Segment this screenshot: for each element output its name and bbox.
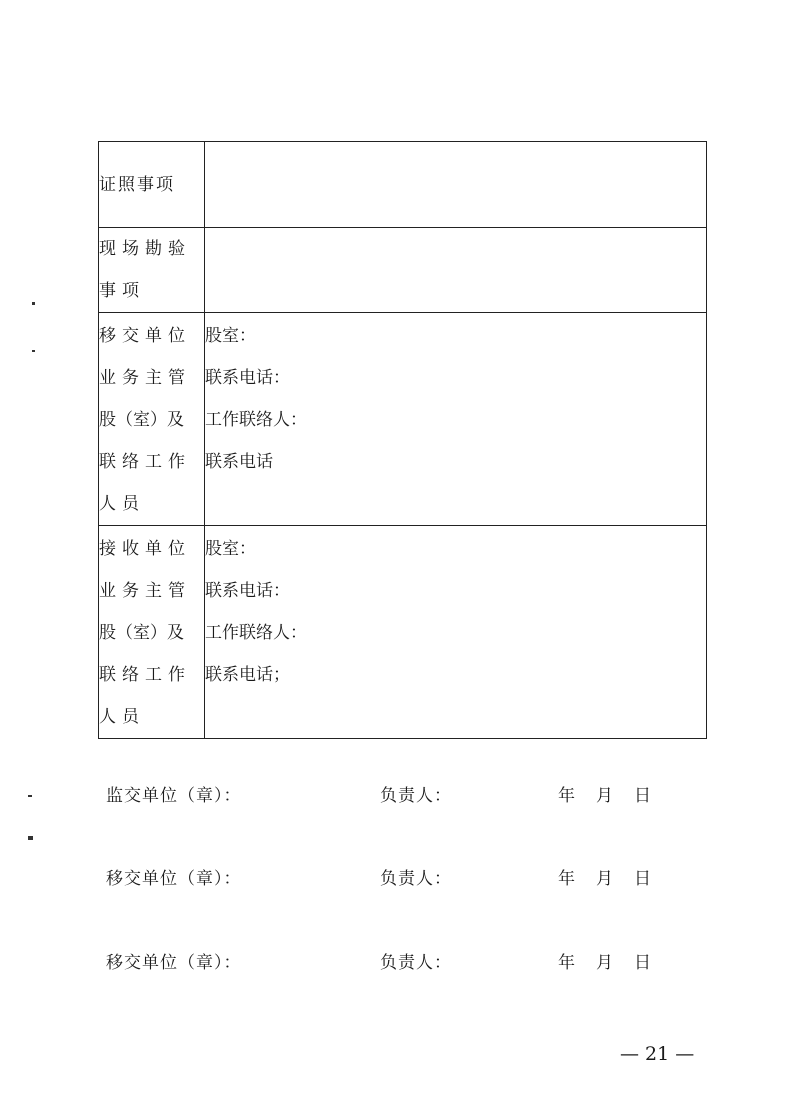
date-year-label: 年	[558, 953, 575, 973]
field-label: 联系电话	[205, 452, 273, 472]
date-month-label: 月	[596, 953, 613, 973]
signature-date	[558, 864, 651, 889]
date-day-label: 日	[634, 786, 651, 806]
field-label: 股室：	[205, 539, 256, 559]
row-value-cell[interactable]	[205, 228, 707, 313]
signature-unit-label: 监交单位（章）：	[106, 786, 242, 806]
field-label: 工作联络人：	[205, 623, 307, 643]
date-month-label: 月	[596, 869, 613, 889]
field-label: 联系电话：	[205, 368, 290, 388]
date-year-label: 年	[558, 869, 575, 889]
row-label-line: 事项	[99, 281, 145, 301]
signature-unit-label: 移交单位（章）：	[106, 953, 242, 973]
page-number: — 21 —	[620, 1043, 695, 1065]
row-value-cell[interactable]	[205, 142, 707, 228]
field-label: 联系电话；	[205, 665, 290, 685]
signature-row	[0, 781, 794, 811]
row-label-line: 业务主管	[99, 368, 191, 388]
date-year-label: 年	[558, 786, 575, 806]
row-label-line: 业务主管	[99, 581, 191, 601]
row-label-line: 现场勘验	[99, 239, 191, 259]
signature-unit-label: 移交单位（章）：	[106, 869, 242, 889]
scan-speck	[32, 302, 35, 305]
signature-row	[0, 864, 794, 894]
signature-person-label: 负责人：	[380, 869, 452, 889]
row-label-line: 人员	[99, 707, 145, 727]
signature-person-label: 负责人：	[380, 786, 452, 806]
row-label-line: 移交单位	[99, 326, 191, 346]
scan-speck	[28, 836, 33, 840]
field-label: 股室：	[205, 326, 256, 346]
date-month-label: 月	[596, 786, 613, 806]
signature-row	[0, 948, 794, 978]
field-label: 联系电话：	[205, 581, 290, 601]
row-label-line: 接收单位	[99, 539, 191, 559]
row-label-line: 联络工作	[99, 452, 191, 472]
date-day-label: 日	[634, 953, 651, 973]
signature-date	[558, 948, 651, 973]
row-label-cell	[99, 142, 205, 228]
row-label-cell	[99, 313, 205, 526]
scan-speck	[32, 350, 35, 352]
signature-date	[558, 781, 651, 806]
handover-form-table	[98, 141, 707, 739]
table-row	[99, 526, 707, 739]
row-value-cell[interactable]	[205, 313, 707, 526]
row-label-line: 股（室）及	[99, 623, 184, 643]
signature-person-label: 负责人：	[380, 953, 452, 973]
scan-speck	[28, 795, 32, 797]
row-label-line: 股（室）及	[99, 410, 184, 430]
row-label-cell	[99, 228, 205, 313]
row-label-line: 联络工作	[99, 665, 191, 685]
date-day-label: 日	[634, 869, 651, 889]
table-row	[99, 313, 707, 526]
row-value-cell[interactable]	[205, 526, 707, 739]
field-label: 工作联络人：	[205, 410, 307, 430]
row-label-cell	[99, 526, 205, 739]
table-row	[99, 228, 707, 313]
table-row	[99, 142, 707, 228]
row-label-line: 证照事项	[99, 174, 175, 195]
row-label-line: 人员	[99, 494, 145, 514]
